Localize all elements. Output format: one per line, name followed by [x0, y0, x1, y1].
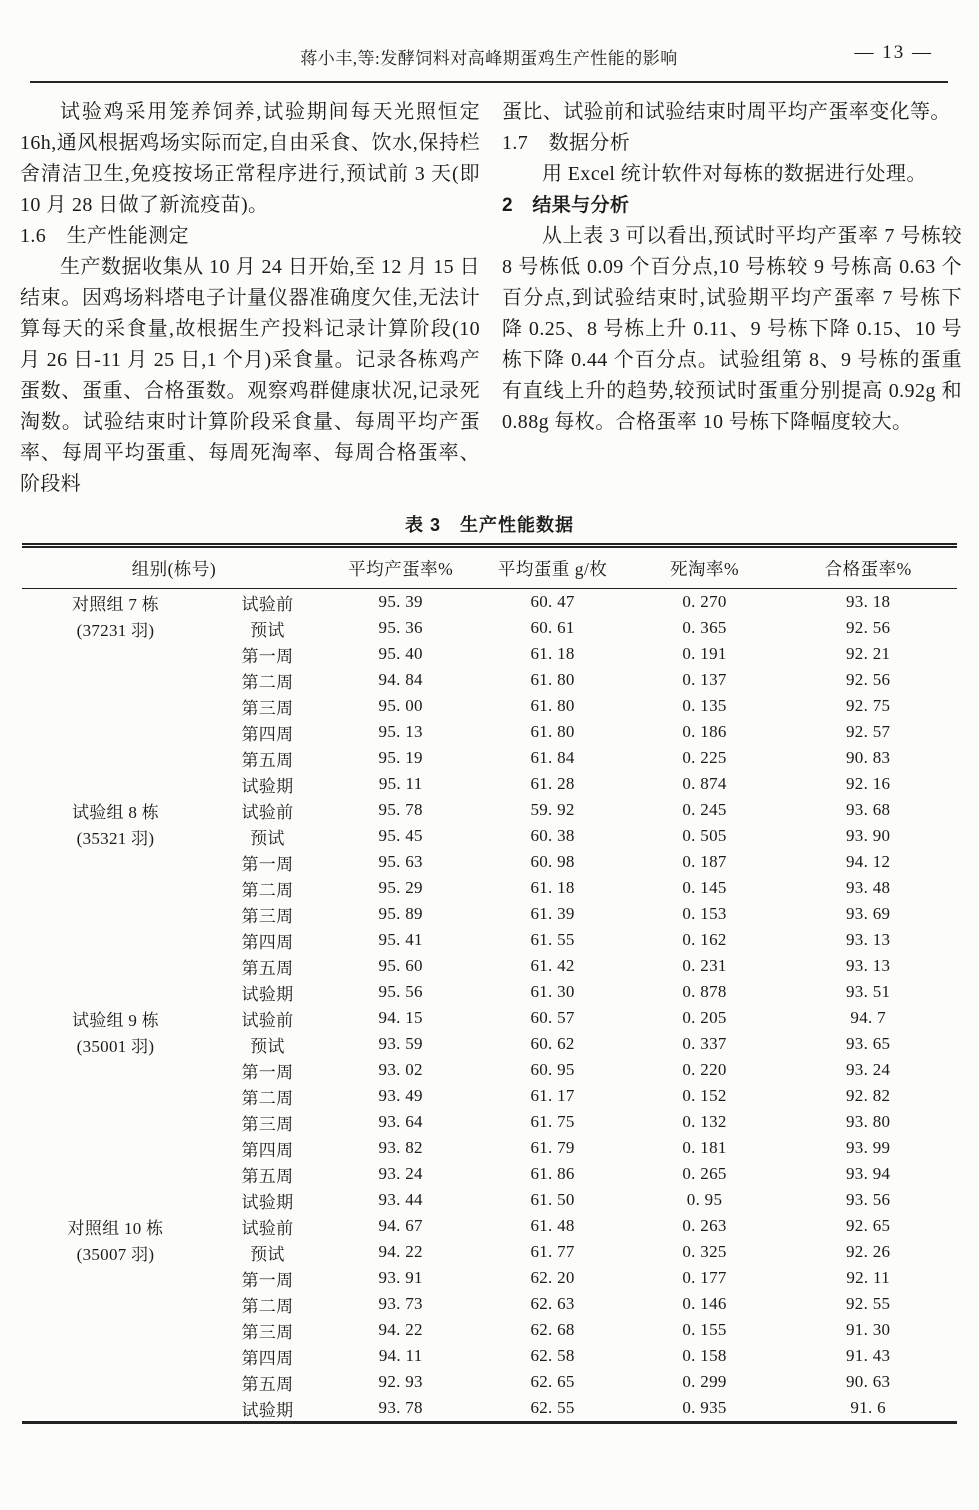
value-cell: 93. 82	[378, 1138, 423, 1157]
value-cell: 61. 80	[530, 696, 575, 715]
group-label-cell	[22, 875, 209, 901]
value-cell: 92. 82	[846, 1086, 891, 1105]
value-cell: 0. 191	[682, 644, 727, 663]
period-cell: 第三周	[241, 1114, 294, 1134]
value-cell: 61. 86	[530, 1164, 575, 1183]
value-cell: 93. 91	[378, 1268, 423, 1287]
group-label-cell	[22, 1083, 209, 1109]
col-header-group: 组别(栋号)	[22, 546, 326, 589]
col-header-qualified-rate: 合格蛋率%	[779, 546, 957, 589]
group-label-cell	[22, 953, 209, 979]
period-cell: 预试	[250, 828, 285, 848]
period-cell: 第五周	[241, 958, 294, 978]
table-row	[22, 1213, 957, 1239]
value-cell: 90. 63	[846, 1372, 891, 1391]
value-cell: 60. 62	[530, 1034, 575, 1053]
value-cell: 61. 39	[530, 904, 575, 923]
value-cell: 61. 84	[530, 748, 575, 767]
section-heading-2: 2 结果与分析	[502, 195, 630, 216]
value-cell: 94. 22	[378, 1242, 423, 1261]
value-cell: 91. 43	[846, 1346, 891, 1365]
value-cell: 93. 94	[846, 1164, 891, 1183]
period-cell: 第二周	[241, 880, 294, 900]
value-cell: 0. 162	[682, 930, 727, 949]
value-cell: 0. 263	[682, 1216, 727, 1235]
value-cell: 60. 57	[530, 1008, 575, 1027]
table-row	[22, 1317, 957, 1343]
value-cell: 0. 135	[682, 696, 727, 715]
value-cell: 93. 56	[846, 1190, 891, 1209]
group-label-cell	[22, 979, 209, 1005]
value-cell: 61. 80	[530, 670, 575, 689]
value-cell: 0. 186	[682, 722, 727, 741]
value-cell: 61. 75	[530, 1112, 575, 1131]
table-row	[22, 771, 957, 797]
period-cell: 试验期	[241, 984, 294, 1004]
value-cell: 95. 19	[378, 748, 423, 767]
value-cell: 61. 50	[530, 1190, 575, 1209]
value-cell: 62. 58	[530, 1346, 575, 1365]
group-label-cell	[22, 927, 209, 953]
period-cell: 第一周	[241, 1062, 294, 1082]
value-cell: 92. 93	[378, 1372, 423, 1391]
table-row	[22, 1187, 957, 1213]
left-column	[20, 97, 480, 500]
period-cell: 第五周	[241, 1374, 294, 1394]
col-header-mortality: 死淘率%	[630, 546, 780, 589]
value-cell: 0. 245	[682, 800, 727, 819]
group-label-cell	[22, 849, 209, 875]
value-cell: 0. 205	[682, 1008, 727, 1027]
group-label-cell: (35321 羽)	[76, 828, 155, 848]
group-label-cell	[22, 1291, 209, 1317]
table-row	[22, 615, 957, 641]
value-cell: 0. 95	[686, 1190, 723, 1209]
value-cell: 59. 92	[530, 800, 575, 819]
value-cell: 92. 16	[846, 774, 891, 793]
table-row	[22, 849, 957, 875]
period-cell: 试验前	[241, 1218, 294, 1238]
group-label-cell	[22, 1135, 209, 1161]
group-label-cell: (35001 羽)	[76, 1036, 155, 1056]
value-cell: 95. 56	[378, 982, 423, 1001]
table-row	[22, 1343, 957, 1369]
value-cell: 95. 13	[378, 722, 423, 741]
table-row	[22, 589, 957, 616]
value-cell: 94. 12	[846, 852, 891, 871]
period-cell: 第二周	[241, 672, 294, 692]
value-cell: 92. 65	[846, 1216, 891, 1235]
value-cell: 0. 874	[682, 774, 727, 793]
value-cell: 0. 158	[682, 1346, 727, 1365]
value-cell: 0. 146	[682, 1294, 727, 1313]
value-cell: 95. 00	[378, 696, 423, 715]
value-cell: 0. 231	[682, 956, 727, 975]
value-cell: 60. 47	[530, 592, 575, 611]
value-cell: 61. 79	[530, 1138, 575, 1157]
period-cell: 第三周	[241, 1322, 294, 1342]
period-cell: 第四周	[241, 724, 294, 744]
table-row	[22, 1265, 957, 1291]
value-cell: 61. 42	[530, 956, 575, 975]
paragraph-results: 从上表 3 可以看出,预试时平均产蛋率 7 号栋较 8 号栋低 0.09 个百分点,10 号栋较 9 号栋高 0.63 个百分点,到试验结束时,试验期平均产蛋率 7 号栋下降 0.25、8 号栋上升 0.11、9 号栋下降 0.15、10 号栋下降 0.44 个百分点。试验组第 8、9 号栋的蛋重有直线上升的趋势,较预试时蛋重分别提高 0.92g 和 0.88g 每枚。合格蛋率 10 号栋下降幅度较大。	[502, 225, 962, 433]
value-cell: 93. 73	[378, 1294, 423, 1313]
value-cell: 95. 29	[378, 878, 423, 897]
section-heading-1-7: 1.7 数据分析	[502, 132, 631, 154]
value-cell: 61. 18	[530, 644, 575, 663]
value-cell: 95. 63	[378, 852, 423, 871]
group-label-cell: 对照组 7 栋	[71, 594, 160, 614]
value-cell: 93. 65	[846, 1034, 891, 1053]
value-cell: 62. 65	[530, 1372, 575, 1391]
table-row	[22, 1031, 957, 1057]
group-label-cell	[22, 1109, 209, 1135]
period-cell: 预试	[250, 620, 285, 640]
table-row	[22, 693, 957, 719]
value-cell: 62. 63	[530, 1294, 575, 1313]
value-cell: 0. 145	[682, 878, 727, 897]
value-cell: 93. 59	[378, 1034, 423, 1053]
value-cell: 60. 61	[530, 618, 575, 637]
period-cell: 试验期	[241, 1192, 294, 1212]
value-cell: 0. 505	[682, 826, 727, 845]
value-cell: 92. 11	[846, 1268, 890, 1287]
paragraph-continuation: 蛋比、试验前和试验结束时周平均产蛋率变化等。	[502, 101, 951, 123]
value-cell: 94. 84	[378, 670, 423, 689]
col-header-lay-rate: 平均产蛋率%	[326, 546, 476, 589]
group-label-cell: 试验组 9 栋	[71, 1010, 160, 1030]
table-row	[22, 1005, 957, 1031]
period-cell: 试验前	[241, 1010, 294, 1030]
value-cell: 90. 83	[846, 748, 891, 767]
value-cell: 93. 51	[846, 982, 891, 1001]
value-cell: 0. 155	[682, 1320, 727, 1339]
value-cell: 91. 6	[850, 1398, 886, 1417]
period-cell: 第一周	[241, 1270, 294, 1290]
group-label-cell	[22, 1187, 209, 1213]
table-row	[22, 1135, 957, 1161]
value-cell: 95. 45	[378, 826, 423, 845]
period-cell: 试验期	[241, 1400, 294, 1420]
table-row	[22, 823, 957, 849]
period-cell: 预试	[250, 1036, 285, 1056]
value-cell: 93. 64	[378, 1112, 423, 1131]
value-cell: 0. 225	[682, 748, 727, 767]
value-cell: 92. 55	[846, 1294, 891, 1313]
value-cell: 94. 7	[850, 1008, 886, 1027]
table-row	[22, 1291, 957, 1317]
value-cell: 0. 299	[682, 1372, 727, 1391]
value-cell: 61. 17	[530, 1086, 575, 1105]
value-cell: 62. 55	[530, 1398, 575, 1417]
period-cell: 第四周	[241, 932, 294, 952]
value-cell: 92. 56	[846, 618, 891, 637]
group-label-cell: (35007 羽)	[76, 1244, 155, 1264]
value-cell: 95. 36	[378, 618, 423, 637]
value-cell: 95. 40	[378, 644, 423, 663]
table-row	[22, 667, 957, 693]
value-cell: 93. 49	[378, 1086, 423, 1105]
value-cell: 60. 38	[530, 826, 575, 845]
table-row	[22, 1083, 957, 1109]
value-cell: 61. 48	[530, 1216, 575, 1235]
value-cell: 62. 20	[530, 1268, 575, 1287]
value-cell: 93. 80	[846, 1112, 891, 1131]
table-row	[22, 797, 957, 823]
group-label-cell	[22, 1395, 209, 1423]
value-cell: 60. 95	[530, 1060, 575, 1079]
period-cell: 试验前	[241, 594, 294, 614]
period-cell: 试验前	[241, 802, 294, 822]
value-cell: 93. 24	[378, 1164, 423, 1183]
table-row	[22, 1109, 957, 1135]
period-cell: 第三周	[241, 698, 294, 718]
value-cell: 93. 44	[378, 1190, 423, 1209]
value-cell: 92. 75	[846, 696, 891, 715]
value-cell: 62. 68	[530, 1320, 575, 1339]
value-cell: 93. 18	[846, 592, 891, 611]
group-label-cell	[22, 771, 209, 797]
period-cell: 第三周	[241, 906, 294, 926]
period-cell: 第一周	[241, 854, 294, 874]
table-row	[22, 901, 957, 927]
right-column	[502, 97, 962, 500]
value-cell: 95. 11	[378, 774, 423, 793]
period-cell: 第五周	[241, 750, 294, 770]
group-label-cell	[22, 667, 209, 693]
value-cell: 0. 181	[682, 1138, 727, 1157]
value-cell: 94. 11	[378, 1346, 423, 1365]
value-cell: 0. 265	[682, 1164, 727, 1183]
group-label-cell	[22, 1317, 209, 1343]
value-cell: 93. 68	[846, 800, 891, 819]
value-cell: 93. 99	[846, 1138, 891, 1157]
value-cell: 0. 177	[682, 1268, 727, 1287]
table-row	[22, 953, 957, 979]
performance-data-table	[22, 543, 957, 1424]
group-label-cell	[22, 1265, 209, 1291]
value-cell: 61. 80	[530, 722, 575, 741]
value-cell: 0. 220	[682, 1060, 727, 1079]
table-row	[22, 1161, 957, 1187]
group-label-cell	[22, 901, 209, 927]
table-row	[22, 1239, 957, 1265]
value-cell: 93. 78	[378, 1398, 423, 1417]
value-cell: 95. 39	[378, 592, 423, 611]
table-row	[22, 979, 957, 1005]
table-body	[22, 589, 957, 1423]
value-cell: 61. 28	[530, 774, 575, 793]
value-cell: 93. 48	[846, 878, 891, 897]
group-label-cell: 对照组 10 栋	[67, 1218, 164, 1238]
value-cell: 0. 878	[682, 982, 727, 1001]
section-heading-1-6: 1.6 生产性能测定	[20, 225, 189, 247]
value-cell: 94. 67	[378, 1216, 423, 1235]
period-cell: 第四周	[241, 1348, 294, 1368]
value-cell: 95. 60	[378, 956, 423, 975]
table-row	[22, 745, 957, 771]
value-cell: 61. 77	[530, 1242, 575, 1261]
value-cell: 94. 15	[378, 1008, 423, 1027]
period-cell: 第五周	[241, 1166, 294, 1186]
table-title: 表 3 生产性能数据	[404, 515, 574, 535]
group-label-cell: 试验组 8 栋	[71, 802, 160, 822]
value-cell: 0. 270	[682, 592, 727, 611]
col-header-egg-weight: 平均蛋重 g/枚	[475, 546, 629, 589]
article-body	[20, 97, 962, 500]
value-cell: 92. 26	[846, 1242, 891, 1261]
value-cell: 0. 337	[682, 1034, 727, 1053]
table-row	[22, 875, 957, 901]
group-label-cell	[22, 1057, 209, 1083]
value-cell: 93. 02	[378, 1060, 423, 1079]
value-cell: 60. 98	[530, 852, 575, 871]
group-label-cell: (37231 羽)	[76, 620, 155, 640]
value-cell: 0. 325	[682, 1242, 727, 1261]
page-number: — 13 —	[854, 42, 933, 63]
group-label-cell	[22, 1369, 209, 1395]
table-row	[22, 1369, 957, 1395]
value-cell: 61. 55	[530, 930, 575, 949]
value-cell: 0. 935	[682, 1398, 727, 1417]
paragraph-data-collection: 生产数据收集从 10 月 24 日开始,至 12 月 15 日结束。因鸡场料塔电子计量仪器准确度欠佳,无法计算每天的采食量,故根据生产投料记录计算阶段(10 月 26 日-11 月 25 日,1 个月)采食量。记录各栋鸡产蛋数、蛋重、合格蛋数。观察鸡群健康状况,记录死淘数。试验结束时计算阶段采食量、每周平均产蛋率、每周平均蛋重、每周死淘率、每周合格蛋率、阶段料	[20, 256, 480, 495]
table-row	[22, 641, 957, 667]
table-row	[22, 719, 957, 745]
value-cell: 95. 89	[378, 904, 423, 923]
value-cell: 0. 152	[682, 1086, 727, 1105]
value-cell: 0. 153	[682, 904, 727, 923]
running-title: 蒋小丰,等:发酵饲料对高峰期蛋鸡生产性能的影响	[300, 49, 678, 68]
group-label-cell	[22, 1161, 209, 1187]
value-cell: 91. 30	[846, 1320, 891, 1339]
group-label-cell	[22, 641, 209, 667]
table-row	[22, 1057, 957, 1083]
value-cell: 93. 13	[846, 930, 891, 949]
value-cell: 95. 41	[378, 930, 423, 949]
value-cell: 93. 24	[846, 1060, 891, 1079]
value-cell: 0. 132	[682, 1112, 727, 1131]
group-label-cell	[22, 1343, 209, 1369]
value-cell: 0. 137	[682, 670, 727, 689]
period-cell: 第二周	[241, 1088, 294, 1108]
table-header-row	[22, 546, 957, 589]
period-cell: 第二周	[241, 1296, 294, 1316]
header-rule	[30, 81, 948, 83]
value-cell: 61. 18	[530, 878, 575, 897]
table-row	[22, 927, 957, 953]
value-cell: 0. 187	[682, 852, 727, 871]
group-label-cell	[22, 719, 209, 745]
page-header	[30, 42, 948, 74]
period-cell: 预试	[250, 1244, 285, 1264]
period-cell: 试验期	[241, 776, 294, 796]
value-cell: 95. 78	[378, 800, 423, 819]
value-cell: 94. 22	[378, 1320, 423, 1339]
table-row	[22, 1395, 957, 1423]
value-cell: 93. 69	[846, 904, 891, 923]
group-label-cell	[22, 745, 209, 771]
value-cell: 0. 365	[682, 618, 727, 637]
period-cell: 第一周	[241, 646, 294, 666]
value-cell: 92. 21	[846, 644, 891, 663]
period-cell: 第四周	[241, 1140, 294, 1160]
value-cell: 61. 30	[530, 982, 575, 1001]
value-cell: 92. 56	[846, 670, 891, 689]
paragraph-husbandry: 试验鸡采用笼养饲养,试验期间每天光照恒定 16h,通风根据鸡场实际而定,自由采食、饮水,保持栏舍清洁卫生,免疫按场正常程序进行,预试前 3 天(即 10 月 28 日做了新流疫苗)。	[20, 101, 480, 216]
value-cell: 92. 57	[846, 722, 891, 741]
value-cell: 93. 90	[846, 826, 891, 845]
group-label-cell	[22, 693, 209, 719]
value-cell: 93. 13	[846, 956, 891, 975]
paragraph-excel: 用 Excel 统计软件对每栋的数据进行处理。	[542, 163, 927, 185]
